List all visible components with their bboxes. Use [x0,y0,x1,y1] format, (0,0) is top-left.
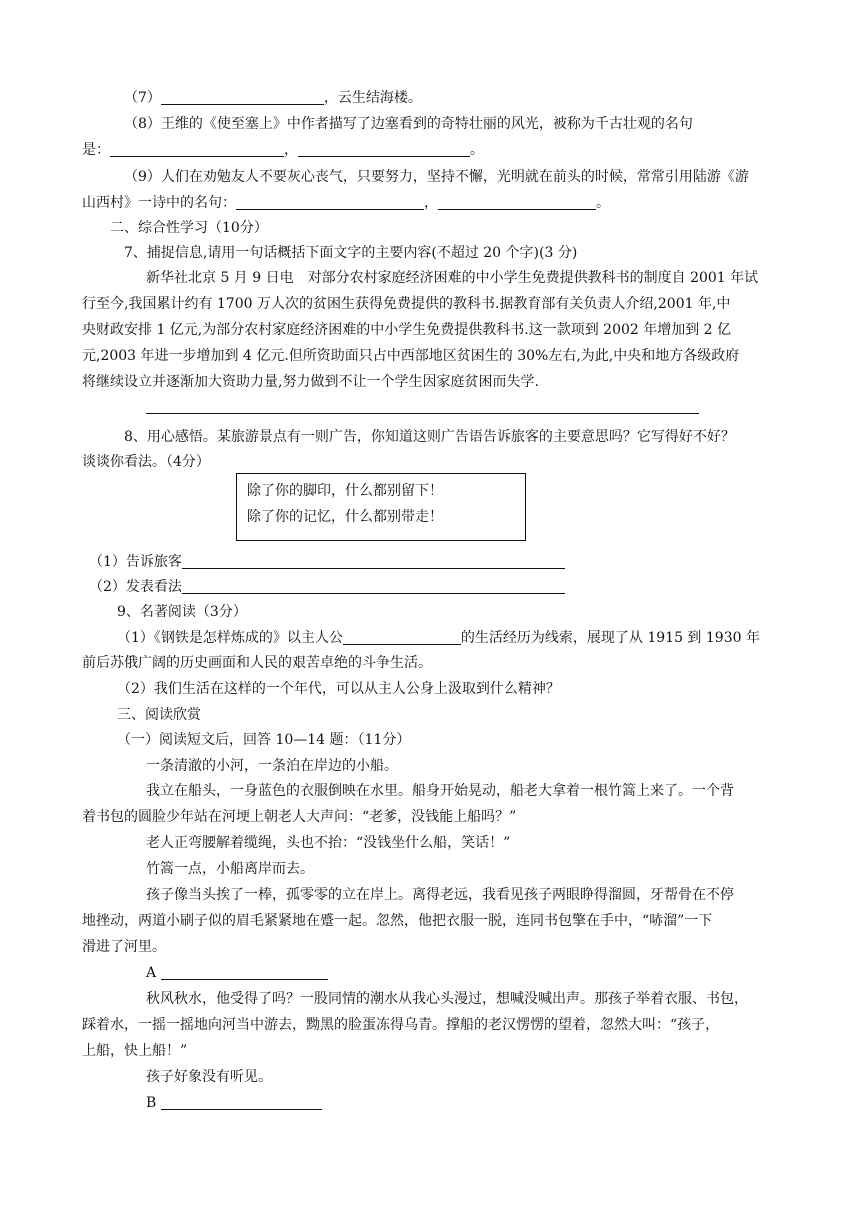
para-7: 孩子好象没有听见。 [146,1069,272,1085]
q6-item8-line1: （8）王维的《使至塞上》中作者描写了边塞看到的奇特壮丽的风光，被称为千古壮观的名句 [124,116,693,132]
q8-sub1 [89,553,565,571]
q6-item8-blank-1[interactable] [110,142,284,157]
q6-item9-prefix: 山西村》一诗中的名句： [82,195,236,211]
q8-sub2-blank[interactable] [182,579,565,594]
q9-sub1-prefix: （1）《钢铁是怎样炼成的》以主人公 [117,630,343,646]
q6-item9-line1: （9）人们在劝勉友人不要灰心丧气，只要努力，坚持不懈，光明就在前头的时候，常常引用陆游《游 [124,169,749,185]
para-5-line1: 孩子像当头挨了一棒，孤零零的立在岸上。离得老远，我看见孩子两眼睁得溜圆，牙帮骨在不停 [146,887,734,903]
q8-advert-line-2: 除了你的记忆，什么都别带走！ [247,509,443,525]
para-2-line2: 着书包的圆脸少年站在河埂上朝老人大声问：“老爹，没钱能上船吗？” [82,809,517,825]
blank-a-line[interactable] [161,965,328,980]
para-6-line1: 秋风秋水，他受得了吗？一股同情的潮水从我心头漫过，想喊没喊出声。那孩子举着衣服、书包， [146,991,748,1007]
para-2-line1: 我立在船头，一身蓝色的衣服倒映在水里。船身开始晃动，船老大拿着一根竹篙上来了。一个背 [146,783,734,799]
para-3: 老人正弯腰解着缆绳，头也不抬：“没钱坐什么船，笑话！” [146,835,511,851]
para-1: 一条清澈的小河，一条泊在岸边的小船。 [146,758,398,774]
blank-a-label: A [146,965,157,981]
q9-sub1-blank[interactable] [343,630,461,645]
blank-a [146,964,328,982]
q7-passage-line-3: 央财政安排 1 亿元,为部分农村家庭经济困难的中小学生免费提供教科书.这一款项到 2002 年增加到 2 亿 [82,322,732,338]
para-6-line2: 踩着水，一摇一摇地向河当中游去，黝黑的脸蛋冻得乌青。撑船的老汉愣愣的望着，忽然大叫：“孩子， [82,1017,720,1033]
para-4: 竹篙一点，小船离岸而去。 [146,861,314,877]
q7-passage-line-1: 新华社北京 5 月 9 日电 对部分农村家庭经济困难的中小学生免费提供教科书的制度自 2001 年试 [146,270,759,286]
q9-sub1-line2: 前后苏俄广阔的历史画面和人民的艰苦卓绝的斗争生活。 [82,655,432,671]
q6-item8-prefix: 是： [82,142,110,158]
q9-sub1-line1 [117,629,760,647]
q8-sub2-label: （2）发表看法 [89,579,182,595]
q7-passage-line-2: 行至今,我国累计约有 1700 万人次的贫困生获得免费提供的教科书.据教育部有关负责人介绍,2001 年,中 [82,296,731,312]
blank-b-label: B [146,1095,157,1111]
q8-sub1-label: （1）告诉旅客 [89,554,182,570]
q7-passage-line-4: 元,2003 年进一步增加到 4 亿元.但所资助面只占中西部地区贫困生的 30%左右,为此,中央和地方各级政府 [82,348,740,364]
q6-item8-blank-2[interactable] [298,142,470,157]
q6-item7-blank[interactable] [161,90,324,105]
q8-sub2 [89,578,565,596]
para-5-line2: 地挫动，两道小刷子似的眉毛紧紧地在蹙一起。忽然，他把衣服一脱，连同书包擎在手中，“哧溜”一下 [82,913,713,929]
q7-answer-line[interactable] [146,413,699,414]
q6-item7 [124,89,422,107]
blank-b [146,1094,322,1112]
q8-advert-box [236,473,526,541]
q8-prompt-line1: 8、用心感悟。某旅游景点有一则广告，你知道这则广告语告诉旅客的主要意思吗？它写得好不好？ [124,429,735,445]
q9-prompt: 9、名著阅读（3分） [117,604,247,620]
part1-title: （一）阅读短文后，回答 10—14 题：（11分） [117,732,411,748]
section3-heading: 三、阅读欣赏 [117,707,201,723]
para-5-line3: 滑进了河里。 [82,939,166,955]
q6-item8-line2 [82,141,484,159]
q6-item9-blank-1[interactable] [236,195,424,210]
q6-item9-end: 。 [596,195,610,211]
q7-prompt: 7、捕捉信息,请用一句话概括下面文字的主要内容(不超过 20 个字)(3 分) [124,245,578,261]
para-6-line3: 上船，快上船！” [82,1043,188,1059]
q8-sub1-blank[interactable] [182,554,565,569]
q9-sub2: （2）我们生活在这样的一个年代，可以从主人公身上汲取到什么精神？ [117,681,560,697]
q9-sub1-suffix: 的生活经历为线索，展现了从 1915 到 1930 年 [460,630,760,646]
blank-b-line[interactable] [161,1095,322,1110]
q6-item7-prefix: （7） [124,90,161,106]
q6-item9-line2 [82,194,610,212]
q7-passage-line-5: 将继续设立并逐渐加大资助力量,努力做到不让一个学生因家庭贫困而失学. [82,374,539,390]
q6-item9-mid: ， [424,195,438,211]
q8-advert-line-1: 除了你的脚印，什么都别留下！ [247,483,443,499]
q6-item7-suffix: ，云生结海楼。 [323,90,422,106]
q6-item8-end: 。 [470,142,484,158]
q8-prompt-line2: 谈谈你看法。（4分） [82,454,210,470]
q6-item8-mid: ， [284,142,298,158]
q6-item9-blank-2[interactable] [438,195,596,210]
section2-heading: 二、综合性学习（10分） [110,220,268,236]
